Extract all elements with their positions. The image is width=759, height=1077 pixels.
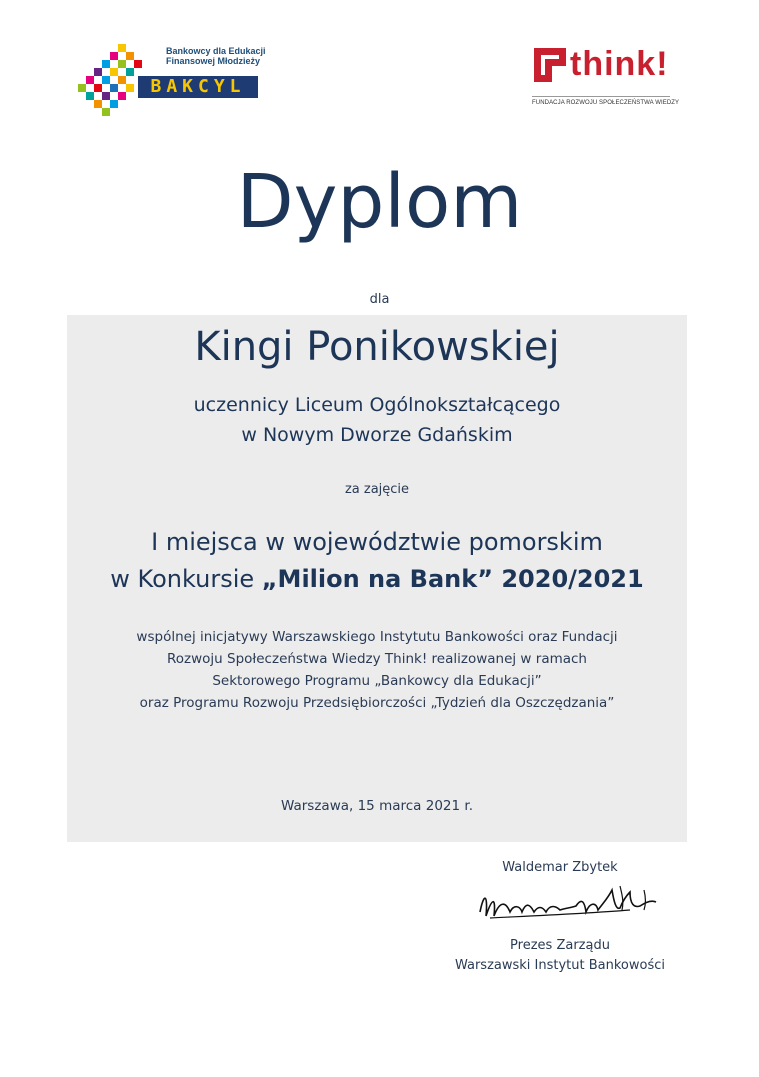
signature-icon [470,872,670,932]
think-divider [532,96,670,97]
think-wordmark: think! [570,45,669,83]
initiative-line4: oraz Programu Rozwoju Przedsiębiorczości „Tydzień dla Oszczędzania” [139,695,615,711]
achievement-line1: I miejsca w województwie pomorskim [151,528,603,556]
for-taking-label: za zajęcie [344,482,410,497]
recipient-name: Kingi Ponikowskiej [194,324,560,370]
handwritten-signature [470,872,670,932]
bakcyl-tagline-line1: Bankowcy dla Edukacji [166,46,266,56]
bakcyl-wordmark-text: BAKCYL [150,76,246,97]
signatory-role: Prezes Zarządu [510,938,610,953]
signatory-organization: Warszawski Instytut Bankowości [454,958,666,973]
achievement-line2-prefix: w Konkursie [110,565,262,593]
issue-date: Warszawa, 15 marca 2021 r. [281,798,473,814]
signatory-name: Waldemar Zbytek [502,860,618,875]
for-label: dla [369,292,390,307]
contest-name: „Milion na Bank” 2020/2021 [261,565,644,593]
think-logo [530,44,680,114]
think-bracket-icon [532,46,570,84]
initiative-line1: wspólnej inicjatywy Warszawskiego Instytutu Bankowości oraz Fundacji [136,629,618,645]
bakcyl-tagline-line2: Finansowej Młodzieży [166,56,261,66]
achievement-line2 [67,563,687,595]
recipient-description-line2: w Nowym Dworze Gdańskim [241,424,513,446]
initiative-line3: Sektorowego Programu „Bankowcy dla Edukacji” [212,673,542,689]
initiative-line2: Rozwoju Społeczeństwa Wiedzy Think! realizowanej w ramach [167,651,587,667]
bakcyl-tagline [166,46,266,66]
recipient-description-line1: uczennicy Liceum Ogólnokształcącego [193,394,561,416]
diploma-title: Dyplom [236,159,523,245]
think-subtitle: FUNDACJA ROZWOJU SPOŁECZEŃSTWA WIEDZY [532,100,680,106]
bakcyl-wordmark [138,76,258,98]
